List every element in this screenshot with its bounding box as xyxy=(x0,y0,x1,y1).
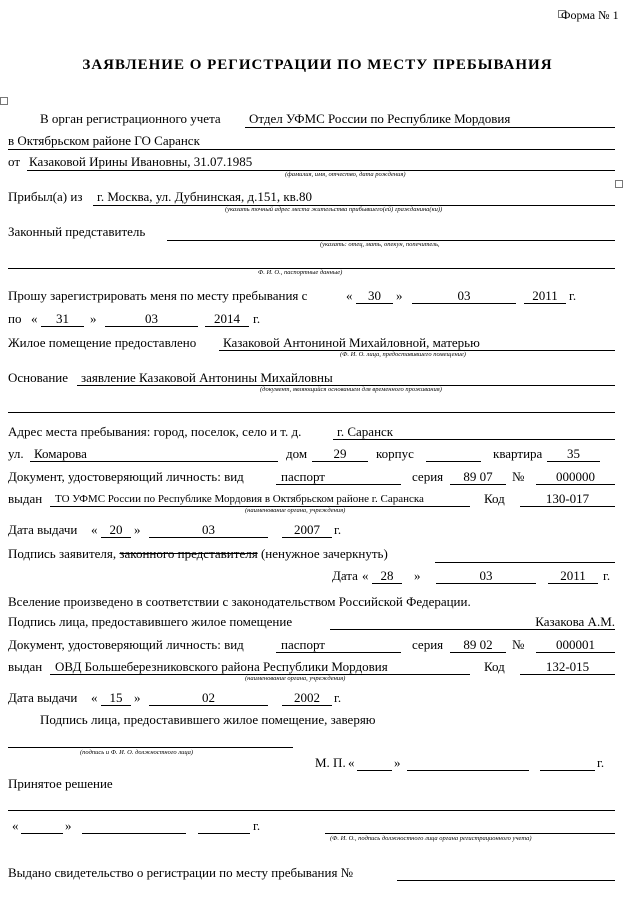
doc2-series-label: серия xyxy=(412,637,444,652)
doc1-number[interactable]: 000000 xyxy=(556,469,595,484)
doc1-series[interactable]: 89 07 xyxy=(463,469,493,484)
doc2-issued-label: выдан xyxy=(8,659,43,674)
street-label: ул. xyxy=(8,446,24,461)
doc2-number[interactable]: 000001 xyxy=(556,637,595,652)
representative-hint-1: (указать: отец, мать, опекун, попечитель, xyxy=(320,241,440,248)
organ-line-1 xyxy=(245,127,615,128)
sign-date-label: Дата xyxy=(332,568,358,583)
settlement-text: Вселение произведено в соответствии с законодательством Российской Федерации. xyxy=(8,594,471,609)
flat-value[interactable]: 35 xyxy=(567,446,580,461)
request-to-month[interactable]: 03 xyxy=(145,311,158,326)
doc1-date-label: Дата выдачи xyxy=(8,522,78,537)
doc1-month[interactable]: 03 xyxy=(202,522,215,537)
basis-value[interactable]: заявление Казаковой Антонины Михайловны xyxy=(81,370,333,385)
sign-applicant-label: Подпись заявителя, законного представителя (ненужное зачеркнуть) xyxy=(8,546,388,561)
request-from-year[interactable]: 2011 xyxy=(532,288,558,303)
housing-value[interactable]: Казаковой Антониной Михайловной, матерью xyxy=(223,335,480,350)
house-value[interactable]: 29 xyxy=(333,446,347,461)
certify-label: Подпись лица, предоставившего жилое помещение, заверяю xyxy=(40,712,376,727)
doc2-year[interactable]: 2002 xyxy=(294,690,320,705)
housing-hint: (Ф. И. О. лица, предоставившего помещение) xyxy=(340,351,466,358)
settlement-sign-label: Подпись лица, предоставившего жилое помещение xyxy=(8,614,293,629)
from-hint: (фамилия, имя, отчество, дата рождения) xyxy=(285,171,406,178)
housing-label: Жилое помещение предоставлено xyxy=(8,335,197,350)
korpus-label: корпус xyxy=(376,446,414,461)
doc2-issued-hint: (наименование органа, учреждения) xyxy=(245,675,346,682)
sign-day[interactable]: 28 xyxy=(380,568,394,583)
page-title: ЗАЯВЛЕНИЕ О РЕГИСТРАЦИИ ПО МЕСТУ ПРЕБЫВАНИЯ xyxy=(82,57,553,73)
doc2-label: Документ, удостоверяющий личность: вид xyxy=(8,637,244,652)
certify-line[interactable] xyxy=(8,747,293,748)
doc1-issued-label: выдан xyxy=(8,491,43,506)
certificate-number-line[interactable] xyxy=(397,880,615,881)
flat-label: квартира xyxy=(493,446,543,461)
representative-hint-2: Ф. И. О., паспортные данные) xyxy=(258,269,343,276)
doc2-month[interactable]: 02 xyxy=(202,690,215,705)
request-to-day[interactable]: 31 xyxy=(56,311,69,326)
sign-year[interactable]: 2011 xyxy=(560,568,586,583)
decision-hint: (Ф. И. О., подпись должностного лица органа регистрационного учета) xyxy=(330,835,532,842)
doc1-day[interactable]: 20 xyxy=(109,522,123,537)
request-from-day[interactable]: 30 xyxy=(368,288,381,303)
certificate-label: Выдано свидетельство о регистрации по месту пребывания № xyxy=(8,865,354,880)
arrived-value[interactable]: г. Москва, ул. Дубнинская, д.151, кв.80 xyxy=(97,189,313,204)
doc1-code[interactable]: 130-017 xyxy=(545,491,590,506)
doc2-series[interactable]: 89 02 xyxy=(463,637,493,652)
certify-hint: (подпись и Ф. И. О. должностного лица) xyxy=(80,749,194,756)
representative-label: Законный представитель xyxy=(8,224,146,239)
basis-label: Основание xyxy=(8,370,69,385)
organ-value-1[interactable]: Отдел УФМС России по Республике Мордовия xyxy=(249,111,511,126)
doc2-issued-by[interactable]: ОВД Большеберезниковского района Республики Мордовия xyxy=(55,659,388,674)
house-label: дом xyxy=(286,446,308,461)
doc1-issued-hint: (наименование органа, учреждения) xyxy=(245,507,346,514)
sign-month[interactable]: 03 xyxy=(479,568,493,583)
address-label: Адрес места пребывания: город, поселок, село и т. д. xyxy=(8,424,302,439)
from-value[interactable]: Казаковой Ирины Ивановны, 31.07.1985 xyxy=(29,154,253,169)
doc2-day[interactable]: 15 xyxy=(109,690,123,705)
doc2-kind[interactable]: паспорт xyxy=(281,637,325,652)
table-anchor-icon xyxy=(0,97,8,105)
arrived-label: Прибыл(а) из xyxy=(8,189,83,204)
request-label: Прошу зарегистрировать меня по месту пребывания с xyxy=(8,288,308,303)
doc2-no-label: № xyxy=(512,637,525,652)
request-to-label: по xyxy=(8,311,22,326)
doc1-kind[interactable]: паспорт xyxy=(281,469,325,484)
doc2-date-label: Дата выдачи xyxy=(8,690,78,705)
doc1-code-label: Код xyxy=(484,491,505,506)
request-from-month[interactable]: 03 xyxy=(457,288,471,303)
doc1-label: Документ, удостоверяющий личность: вид xyxy=(8,469,244,484)
doc1-issued-by[interactable]: ТО УФМС России по Республике Мордовия в Октябрьском районе г. Саранска xyxy=(55,493,424,505)
doc1-no-label: № xyxy=(512,469,525,484)
settlement-sign-value[interactable]: Казакова А.М. xyxy=(535,614,615,629)
organ-value-2[interactable]: в Октябрьском районе ГО Саранск xyxy=(8,133,200,148)
doc2-code-label: Код xyxy=(484,659,505,674)
from-label: от xyxy=(8,154,21,169)
doc2-code[interactable]: 132-015 xyxy=(545,659,590,674)
arrived-hint: (указать точный адрес места жительства прибывшего(ей) гражданина(ки)) xyxy=(225,206,443,213)
address-city[interactable]: г. Саранск xyxy=(337,424,394,439)
organ-line-2 xyxy=(8,149,615,150)
form-number: Форма № 1 xyxy=(561,8,619,22)
cell-handle-icon xyxy=(615,180,623,188)
street-value[interactable]: Комарова xyxy=(34,446,87,461)
mp-label: М. П. xyxy=(315,755,346,770)
decision-line[interactable] xyxy=(8,810,615,811)
basis-line-2[interactable] xyxy=(8,412,615,413)
sign-applicant-line[interactable] xyxy=(435,562,615,563)
request-to-year[interactable]: 2014 xyxy=(214,311,240,326)
decision-label: Принятое решение xyxy=(8,776,113,791)
organ-label: В орган регистрационного учета xyxy=(40,111,221,126)
doc1-series-label: серия xyxy=(412,469,444,484)
doc1-year[interactable]: 2007 xyxy=(294,522,320,537)
basis-hint: (документ, являющийся основанием для временного проживания) xyxy=(260,386,442,393)
